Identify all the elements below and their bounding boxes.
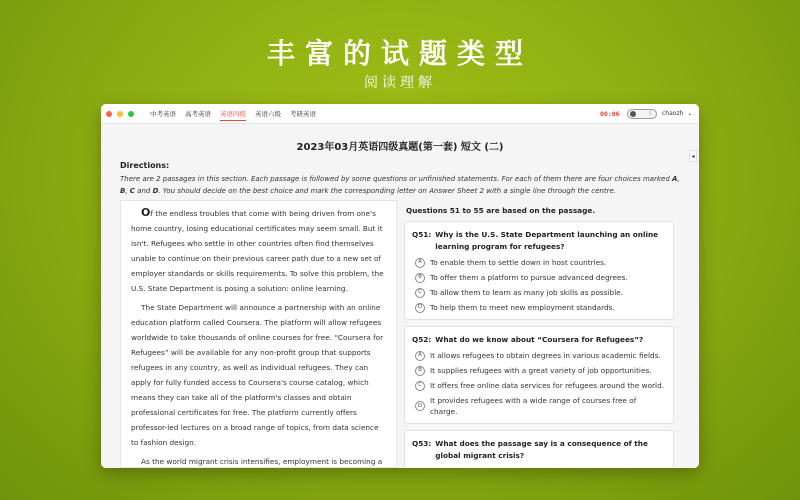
option-radio[interactable]: C — [415, 381, 425, 391]
option-radio[interactable]: D — [415, 401, 425, 411]
tab-gaokao[interactable]: 高考英语 — [185, 109, 211, 118]
question-number: Q51: — [412, 230, 432, 239]
directions-label: Directions: — [120, 161, 170, 170]
passage-paragraph-2: The State Department will announce a partnership with an online education platform called Coursera. The platform will allow refugees worldwide to take thousands of online courses for free. “Coursera for Refugees” will be available for any non-profit group that supports refugees in any country, as well as individual refugees. They can apply for fully funded access to Coursera's course catalog, which means they can take all of the platform's classes and obtain professional certificates for free. The platform currently offers professor-led lectures on a broad range of topics, from data science to fashion design. — [131, 303, 384, 447]
drop-cap: O — [141, 206, 151, 219]
option-text: To allow them to learn as many job skills as possible. — [430, 288, 624, 297]
option-radio[interactable]: B — [415, 366, 425, 376]
tab-cet4[interactable]: 英语四级 — [220, 107, 246, 121]
title-bar — [101, 104, 699, 124]
toggle-knob — [630, 111, 636, 117]
tab-zhongkao[interactable]: 中考英语 — [150, 109, 176, 118]
option-radio[interactable]: B — [415, 273, 425, 283]
question-stem — [412, 229, 666, 253]
questions-header: Questions 51 to 55 are based on the passage. — [406, 206, 596, 215]
question-number: Q53: — [412, 439, 432, 448]
directions-text: There are 2 passages in this section. Each passage is followed by some questions or unfinished statements. For each of them there are four choices marked A, B, C and D. You should decide on the best choice and mark the corresponding letter on Answer Sheet 2 with a single line through the centre. — [120, 175, 680, 195]
option-text: It offers free online data services for refugees around the world. — [430, 381, 665, 390]
option-c[interactable] — [412, 380, 666, 391]
passage-paragraph-1: Of the endless troubles that come with being driven from one's home country, losing educational certificates may seem small. But it isn't. Refugees who settle in other countries often find themselves unable to continue on their previous career path due to a new set of employer standards or skills requirements. To solve this problem, the U.S. State Department is posing a solution: online learning. — [131, 206, 384, 293]
exam-category-tabs — [150, 107, 316, 121]
close-window-button[interactable] — [106, 111, 112, 117]
question-card-52 — [404, 326, 674, 424]
question-number: Q52: — [412, 335, 432, 344]
tab-kaoyan[interactable]: 考研英语 — [290, 109, 316, 118]
promo-title: 丰富的试题类型 — [266, 37, 533, 70]
option-text: To offer them a platform to pursue advanced degrees. — [430, 273, 628, 282]
question-text: What does the passage say is a consequence of the global migrant crisis? — [435, 439, 648, 460]
option-a[interactable] — [412, 257, 666, 268]
option-radio[interactable]: A — [415, 258, 425, 268]
main-content — [101, 124, 699, 468]
option-text: It supplies refugees with a great variety of job opportunities. — [430, 366, 652, 375]
theme-toggle[interactable] — [627, 109, 657, 119]
timer: 00:06 — [600, 110, 620, 118]
question-text: What do we know about “Coursera for Refugees”? — [435, 335, 644, 344]
option-b[interactable] — [412, 272, 666, 283]
minimize-window-button[interactable] — [117, 111, 123, 117]
zoom-window-button[interactable] — [128, 111, 134, 117]
moon-icon: ☾ — [648, 110, 654, 117]
user-menu[interactable] — [662, 110, 692, 117]
option-d[interactable] — [412, 395, 666, 417]
option-b[interactable] — [412, 365, 666, 376]
option-d[interactable] — [412, 302, 666, 313]
question-stem — [412, 334, 666, 346]
passage-pane[interactable] — [120, 200, 397, 468]
option-c[interactable] — [412, 287, 666, 298]
option-text: To enable them to settle down in host countries. — [430, 258, 607, 267]
option-text: It allows refugees to obtain degrees in various academic fields. — [430, 351, 661, 360]
user-name: chaozh — [662, 110, 684, 117]
option-text: It provides refugees with a wide range of courses free of charge. — [430, 396, 637, 416]
passage-paragraph-3: As the world migrant crisis intensifies, employment is becoming a — [141, 457, 383, 466]
question-card-51 — [404, 221, 674, 320]
question-stem — [412, 438, 666, 462]
promo-subtitle: 阅读理解 — [364, 75, 436, 91]
exam-title: 2023年03月英语四级真题(第一套) 短文 (二) — [296, 142, 504, 153]
question-pane[interactable] — [404, 200, 674, 468]
chevron-down-icon: ⌄ — [687, 110, 693, 117]
option-radio[interactable]: C — [415, 288, 425, 298]
question-card-53 — [404, 430, 674, 468]
tab-cet6[interactable]: 英语六级 — [255, 109, 281, 118]
app-window — [101, 104, 699, 468]
chevron-left-icon: ◂ — [691, 152, 695, 160]
option-text: To help them to meet new employment standards. — [430, 303, 615, 312]
option-radio[interactable]: D — [415, 303, 425, 313]
window-controls — [106, 111, 134, 117]
option-a[interactable] — [412, 350, 666, 361]
question-text: Why is the U.S. State Department launching an online learning program for refugees? — [435, 230, 659, 251]
option-radio[interactable]: A — [415, 351, 425, 361]
